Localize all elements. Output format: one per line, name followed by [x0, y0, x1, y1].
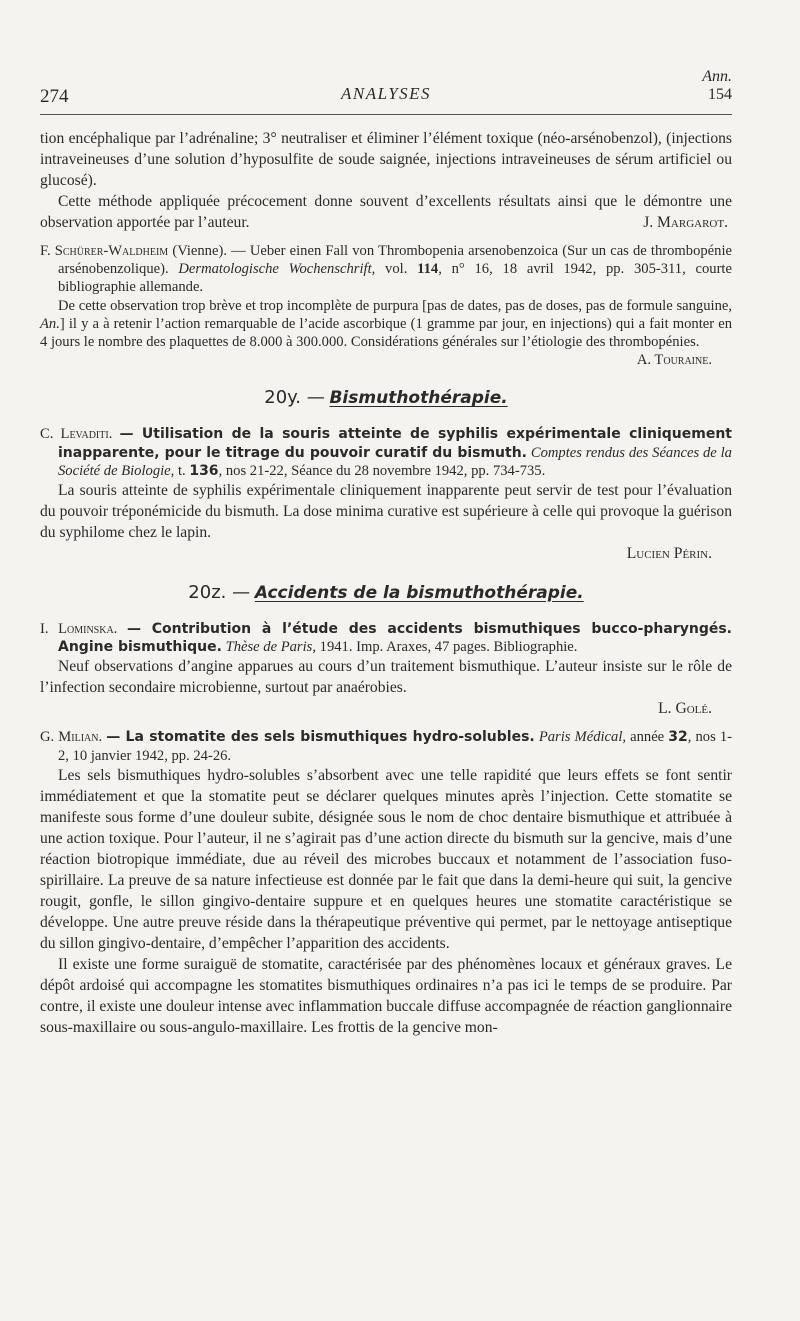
reference-levaditi: [40, 425, 732, 564]
reference-lominska-thesis: Thèse de Paris,: [225, 639, 316, 656]
reference-schurer: [40, 242, 732, 369]
reference-levaditi-abstract: La souris atteinte de syphilis expérimentale cliniquement inapparente peut servir de test pour l’évaluation du pouvoir tréponémicide du bismuth. La dose minima curative est supérieure à celle qui provoque la guérison du syphilome chez le lapin.: [40, 482, 732, 542]
reference-levaditi-signature: Lucien Périn.: [626, 545, 712, 563]
section-heading-20y: [40, 387, 732, 409]
reference-schurer-title: (Vienne). — Ueber einen Fall von Thrombopenia arsenobenzoica (Sur un cas de thrombopénie arsénobenzolique).: [58, 243, 732, 278]
reference-lominska-signature: L. Golé.: [658, 700, 712, 718]
reference-lominska-details: 1941. Imp. Araxes, 47 pages. Bibliographie.: [319, 639, 578, 656]
reference-lominska: [40, 620, 732, 719]
page-number: 274: [40, 86, 69, 107]
reference-schurer-journal: Dermatologische Wochenschrift,: [178, 261, 376, 278]
intro-paragraph-2-text: Cette méthode appliquée précocement donne souvent d’excellents résultats ainsi que le démontre une observation apportée par l’auteur.: [40, 193, 732, 231]
reference-lominska-abstract: Neuf observations d’angine apparues au cours d’un traitement bismuthique. L’auteur insiste sur le rôle de l’infection secondaire microbienne, surtout par anaérobies.: [40, 658, 732, 697]
reference-milian-author: G. Milian.: [40, 729, 103, 746]
reference-schurer-abstract-b: ] il y a à retenir l’action remarquable de l’acide ascorbique (1 gramme par jour, en injections) qui a fait monter en 4 jours le nombre des plaquettes de 8.000 à 300.000. Considérations générales sur l’étiologie des thrombopénies.: [40, 315, 732, 351]
reference-milian-abstract-2: Il existe une forme suraiguë de stomatite, caractérisée par des phénomènes locaux et généraux graves. Le dépôt ardoisé qui accompagne les stomatites bismuthiques ordinaires n’a pas ici le temps de se produire. Par contre, il existe une douleur intense avec inflammation buccale diffuse accompagnée de réaction ganglionnaire sous-maxillaire ou sous-angulo-maxillaire. Les frottis de la gencive mon-: [40, 955, 732, 1036]
reference-schurer-citation: [40, 242, 732, 297]
section-20z-title: Accidents de la bismuthothérapie.: [254, 583, 584, 604]
intro-paragraph-1: tion encéphalique par l’adrénaline; 3° neutraliser et éliminer l’élément toxique (néo-arsénobenzol), (injections intraveineuses d’une solution d’hyposulfite de soude saignée, injections intraveineuses de sérum artificiel ou glucosé).: [40, 130, 732, 189]
reference-lominska-title: — Contribution à l’étude des accidents bismuthiques bucco-pharyngés. Angine bismuthique.: [58, 621, 732, 656]
reference-levaditi-journal: Comptes rendus des Séances de la Société de Biologie,: [58, 444, 732, 479]
reference-lominska-author: I. Lominska.: [40, 621, 118, 638]
reference-levaditi-details: , nos 21-22, Séance du 28 novembre 1942, pp. 734-735.: [218, 462, 546, 479]
section-20y-number: 20y. —: [264, 387, 325, 409]
reference-schurer-author: F. Schürer-Waldheim: [40, 243, 169, 259]
annales-abbrev: Ann.: [702, 68, 732, 85]
section-heading-20z: [40, 582, 732, 604]
reference-schurer-abstract-a: De cette observation trop brève et trop incomplète de purpura [pas de dates, pas de doses, pas de formule sanguine,: [58, 297, 732, 314]
reference-milian-abstract-1: Les sels bismuthiques hydro-solubles s’absorbent avec une telle rapidité que leurs effets se font sentir immédiatement et que la stomatite peut se déclarer quelques minutes après l’injection. Cette stomatite se manifeste sous forme d’une douleur subite, désignée sous le nom de choc dentaire bismuthique et attribuée à une action toxique. Pour l’auteur, il ne s’agirait pas d’une action directe du bismuth sur la gencive, mais d’une réaction biotropique immédiate, due au réveil des microbes buccaux et notamment de l’association fuso-spirillaire. La preuve de sa nature infectieuse est donnée par le fait que dans la demi-heure qui suit, la gencive rougit, gonfle, le sillon gingivo-dentaire suppure et en quelques heures une stomatite caractéristique se développe. Une autre preuve réside dans la thérapeutique préventive qui permet, par le nettoyage antiseptique du sillon gingivo-dentaire, d’empêcher l’apparition des accidents.: [40, 766, 732, 952]
reference-milian: [40, 728, 732, 1037]
section-20y-title: Bismuthothérapie.: [329, 388, 508, 409]
reference-levaditi-vol-prefix: t.: [177, 462, 186, 479]
section-20z-number: 20z. —: [188, 582, 251, 604]
reference-schurer-signature: A. Touraine.: [636, 352, 712, 369]
reference-milian-year: 32: [668, 729, 688, 746]
intro-paragraph-2: [40, 191, 732, 233]
annales-reference: [702, 68, 732, 104]
header-rule: [40, 114, 732, 115]
page-header: [40, 68, 732, 108]
reference-schurer-volume: 114: [417, 261, 439, 278]
reference-milian-details: , nos 1-2, 10 janvier 1942, pp. 24-26.: [58, 729, 732, 764]
page-body: [40, 128, 732, 1038]
reference-levaditi-author: C. Levaditi.: [40, 426, 113, 443]
reference-schurer-details: , n° 16, 18 avril 1942, pp. 305-311, courte bibliographie allemande.: [58, 261, 732, 296]
reference-lominska-citation: [40, 620, 732, 656]
reference-schurer-abstract: [40, 297, 732, 352]
running-title: ANALYSES: [340, 84, 432, 103]
reference-milian-title: — La stomatite des sels bismuthiques hydro-solubles.: [106, 729, 535, 746]
reference-levaditi-volume: 136: [189, 462, 219, 479]
reference-levaditi-citation: [40, 425, 732, 480]
reference-milian-year-prefix: année: [630, 729, 665, 746]
intro-signature: J. Margarot.: [643, 214, 728, 231]
reference-milian-citation: [40, 728, 732, 764]
reference-schurer-abstract-an: An.: [40, 315, 60, 332]
annales-number: 154: [708, 86, 732, 103]
reference-levaditi-title: — Utilisation de la souris atteinte de syphilis expérimentale cliniquement inapparente, pour le titrage du pouvoir curatif du bismuth.: [58, 426, 732, 461]
reference-milian-journal: Paris Médical,: [538, 729, 627, 746]
reference-schurer-vol-prefix: vol.: [385, 261, 408, 278]
